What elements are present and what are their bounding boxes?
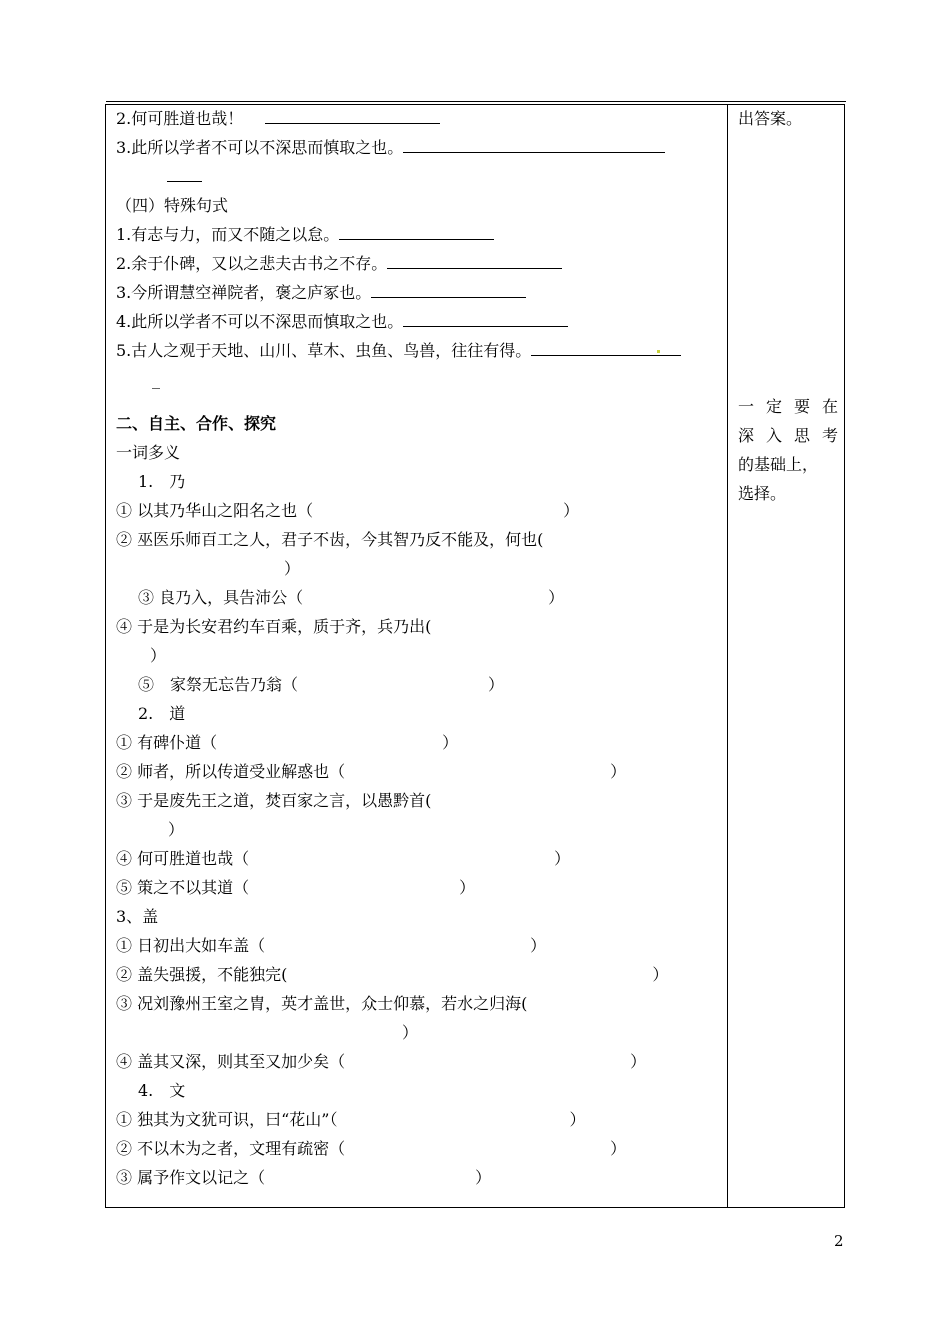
question-text: ③ 良乃入，具告沛公（ (138, 588, 304, 607)
exercise-text: 2.余于仆碑，又以之悲夫古书之不存。 (116, 254, 388, 273)
word-label: 3、盖 (116, 907, 159, 926)
main-column (116, 104, 721, 1192)
question-line: ① 以其乃华山之阳名之也（ ） (116, 501, 580, 520)
question-text: ③ 属予作文以记之（ (116, 1168, 266, 1187)
answer-blank[interactable] (403, 134, 665, 153)
marker-dot (657, 350, 660, 353)
question-text: ① 有碑仆道（ (116, 733, 218, 752)
exercise-line (116, 278, 721, 307)
question-text: ① 日初出大如车盖（ (116, 936, 266, 955)
exercise-text: 1.有志与力，而又不随之以怠。 (116, 225, 340, 244)
question-continuation: ） (150, 646, 167, 665)
exercise-line (116, 104, 721, 133)
question-line: ② 不以木为之者，文理有疏密（ ） (116, 1139, 627, 1158)
header-rule (106, 101, 846, 102)
question-line: ③ 属予作文以记之（ ） (116, 1168, 492, 1187)
answer-blank[interactable] (265, 105, 440, 124)
exercise-line (116, 133, 721, 162)
word-label: 1. 乃 (138, 472, 186, 491)
part-heading: 二、自主、合作、探究 (116, 414, 277, 433)
answer-blank[interactable] (531, 337, 681, 356)
question-line (116, 989, 721, 1018)
dash-mark: _ (152, 370, 160, 389)
question-line: ① 独其为文犹可识，曰“花山”（ ） (116, 1110, 586, 1129)
question-text: ② 巫医乐师百工之人，君子不齿，今其智乃反不能及，何也( (116, 530, 544, 549)
answer-blank[interactable] (339, 221, 494, 240)
sidebar-text: 深入思考 (738, 426, 838, 445)
word-label: 2. 道 (138, 704, 186, 723)
section-heading: （四）特殊句式 (116, 196, 229, 215)
exercise-continuation (116, 162, 721, 191)
column-divider (727, 104, 728, 1208)
answer-blank[interactable] (403, 308, 568, 327)
question-text: ④ 盖其又深，则其至又加少矣（ (116, 1052, 346, 1071)
answer-blank[interactable] (371, 279, 526, 298)
question-text: ③ 于是废先王之道，焚百家之言，以愚黔首( (116, 791, 432, 810)
exercise-text: 3.今所谓慧空禅院者，褒之庐冢也。 (116, 283, 372, 302)
sidebar-note-think (738, 392, 838, 508)
question-text: ① 独其为文犹可识，曰“花山”（ (116, 1110, 338, 1129)
question-text: ② 不以木为之者，文理有疏密（ (116, 1139, 346, 1158)
question-text: ④ 于是为长安君约车百乘，质于齐，兵乃出( (116, 617, 432, 636)
question-text: ⑤ 策之不以其道（ (116, 878, 250, 897)
question-text: ③ 况刘豫州王室之胄，英才盖世，众士仰慕，若水之归海( (116, 994, 528, 1013)
answer-blank[interactable] (167, 163, 202, 182)
question-text: ④ 何可胜道也哉（ (116, 849, 250, 868)
question-line: ⑤ 家祭无忘告乃翁（ ） (138, 675, 505, 694)
sidebar-note-answers (738, 104, 838, 133)
subheading: 一词多义 (116, 443, 181, 462)
word-label: 4. 文 (138, 1081, 186, 1100)
sidebar-text: 选择。 (738, 484, 787, 503)
answer-blank[interactable] (387, 250, 562, 269)
question-text: ② 师者，所以传道受业解惑也（ (116, 762, 346, 781)
question-text: ⑤ 家祭无忘告乃翁（ (138, 675, 299, 694)
question-text: ② 盖失强援，不能独完( (116, 965, 288, 984)
question-line: ② 师者，所以传道受业解惑也（ ） (116, 762, 627, 781)
question-line (116, 786, 721, 815)
sidebar-text: 的基础上， (738, 455, 819, 474)
exercise-line (116, 336, 721, 365)
question-line: ② 盖失强援，不能独完( ） (116, 965, 669, 984)
question-line (116, 612, 721, 641)
sidebar-text: 出答案。 (738, 109, 803, 128)
question-line: ③ 良乃入，具告沛公（ ） (138, 588, 565, 607)
page-number: 2 (834, 1232, 844, 1250)
question-text: ① 以其乃华山之阳名之也（ (116, 501, 314, 520)
question-line (116, 525, 721, 554)
exercise-line (116, 307, 721, 336)
exercise-line (116, 249, 721, 278)
question-line: ④ 盖其又深，则其至又加少矣（ ） (116, 1052, 647, 1071)
exercise-text: 5.古人之观于天地、山川、草木、虫鱼、鸟兽，往往有得。 (116, 341, 532, 360)
question-line: ① 日初出大如车盖（ ） (116, 936, 547, 955)
question-continuation: ） (402, 1023, 419, 1042)
question-continuation: ） (284, 559, 301, 578)
question-line: ⑤ 策之不以其道（ ） (116, 878, 476, 897)
exercise-text: 3.此所以学者不可以不深思而慎取之也。 (116, 138, 404, 157)
exercise-line (116, 220, 721, 249)
exercise-continuation (116, 365, 721, 409)
exercise-text: 4.此所以学者不可以不深思而慎取之也。 (116, 312, 404, 331)
question-line: ① 有碑仆道（ ） (116, 733, 459, 752)
sidebar-text: 一定要在 (738, 397, 838, 416)
question-continuation: ） (168, 820, 185, 839)
exercise-text: 2.何可胜道也哉！ (116, 109, 244, 128)
question-line: ④ 何可胜道也哉（ ） (116, 849, 571, 868)
